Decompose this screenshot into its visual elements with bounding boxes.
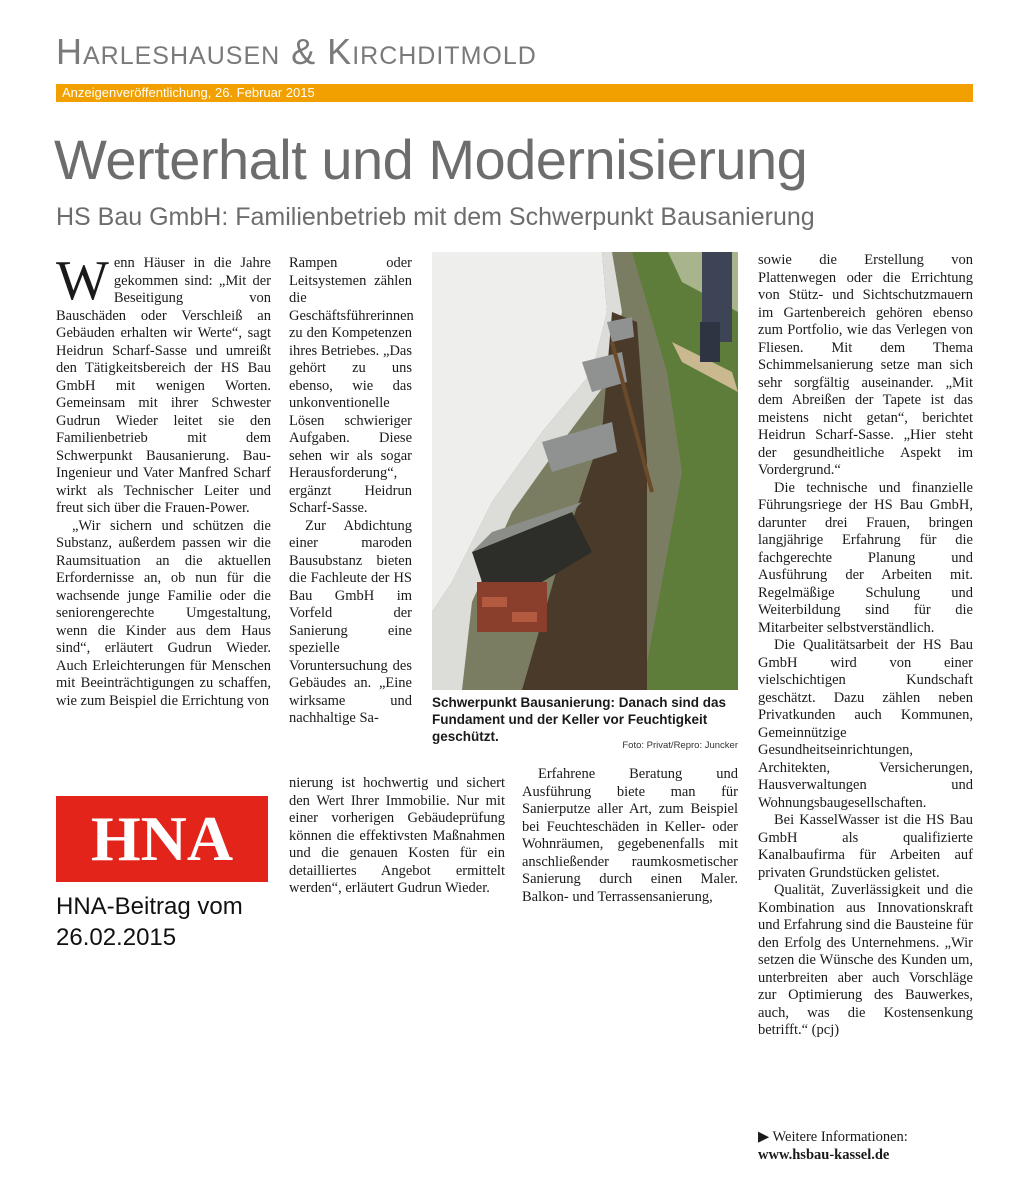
- article-paragraph: Erfahrene Beratung und Ausführung biete man für Sanierputze aller Art, zum Beispiel bei Feuchteschäden in Keller- oder Wohnräumen, gegebenenfalls mit anschließender raumkosmetischer Sanierung durch einen Maler. Balkon- und Terrassensanierung,: [522, 766, 738, 905]
- article-paragraph: nierung ist hochwertig und sichert den Wert Ihrer Immobilie. Nur mit einer vorherigen Gebäudeprüfung können die effektivsten Maßnahmen und die genauen Kosten für ein detailliertes Angebot ermittelt werden“, erläutert Gudrun Wieder.: [289, 775, 505, 896]
- article-column-1: [56, 250, 271, 710]
- date-bar-text: Anzeigenveröffentlichung, 26. Februar 2015: [62, 85, 315, 100]
- hna-note: HNA-Beitrag vom 26.02.2015: [56, 893, 243, 951]
- article-column-2-continued: [289, 775, 505, 898]
- photo-caption: Schwerpunkt Bausanierung: Danach sind das Fundament und der Keller vor Feuchtigkeit geschützt.: [432, 695, 727, 744]
- masthead: Harleshausen & Kirchditmold: [56, 31, 537, 72]
- more-info: [758, 1128, 973, 1164]
- article-paragraph: „Wir sichern und schützen die Substanz, außerdem passen wir die Raumsituation an die aktuellen Erfordernisse an, ob nun für die wachsende junge Familie oder die seniorengerechte Umgestaltung, wenn die Kinder aus dem Haus sind“, erläutert Gudrun Wieder. Auch Erleichterungen für Menschen mit Beeinträchtigungen zu schaffen, wie zum Beispiel die Errichtung von: [56, 517, 271, 709]
- article-paragraph: enn Häuser in die Jahre gekommen sind: „Mit der Beseitigung von Bauschäden oder Verschleiß an Gebäuden erhalten wir Werte“, sagt Heidrun Scharf-Sasse und umreißt den Tätigkeitsbereich der HS Bau GmbH mit wenigen Worten. Gemeinsam mit ihrer Schwester Gudrun Wieder leitet sie den Familienbetrieb mit dem Schwerpunkt Bausanierung. Bau-Ingenieur und Vater Manfred Scharf wirkt als Technischer Leiter und freut sich über die Frauen-Power.: [56, 255, 271, 516]
- hna-logo-text: HNA: [90, 803, 234, 874]
- photo-illustration: [432, 252, 738, 690]
- photo-basement-renovation: [432, 252, 738, 690]
- article-column-3: [522, 766, 738, 906]
- article-paragraph: Die technische und finanzielle Führungsriege der HS Bau GmbH, darunter drei Frauen, bringen langjährige Erfahrung für die fachgerechte Planung und Ausführung der Arbeiten mit. Regelmäßige Schulung und Weiterbildung sind für die Mitarbeiter selbstverständlich.: [758, 479, 973, 636]
- article-paragraph: Qualität, Zuverlässigkeit und die Kombination aus Innovationskraft und Erfahrung sind die Bausteine für den Erfolg des Unternehmens. „Wir setzen die Wünsche des Kunden um, unterbreiten aber auch Vorschläge zur Optimierung des Bauwerkes, auch, was die Kostensenkung betrifft.“ (pcj): [758, 882, 973, 1038]
- website-link[interactable]: www.hsbau-kassel.de: [758, 1147, 890, 1163]
- date-bar: [56, 84, 973, 102]
- headline: Werterhalt und Modernisierung: [54, 128, 808, 191]
- more-info-label: ▶ Weitere Informationen:: [758, 1129, 908, 1145]
- article-paragraph: Zur Abdichtung einer maroden Bausubstanz bieten die Fachleute der HS Bau GmbH im Vorfeld der Sanierung eine spezielle Voruntersuchung des Gebäudes an. „Eine wirksame und nachhaltige Sa-: [289, 517, 412, 726]
- article-paragraph: sowie die Erstellung von Plattenwegen oder die Errichtung von Stütz- und Sichtschutzmauern im Gartenbereich gehören ebenso zum Portfolio, wie das Verlegen von Fliesen. Mit dem Thema Schimmelsanierung setze man sich sehr sorgfältig auseinander. „Mit dem Abreißen der Tapete ist das meistens nicht getan“, berichtet Heidrun Scharf-Sasse. „Hier steht der gesundheitliche Aspekt im Vordergrund.“: [758, 252, 973, 478]
- drop-cap: W: [56, 250, 109, 312]
- article-paragraph: Die Qualitätsarbeit der HS Bau GmbH wird von einer vielschichtigen Kundschaft geschätzt. Dazu zählen neben Privatkunden auch Kommunen, Gemeinnützige Gesundheitseinrichtungen, Architekten, Versicherungen, Hausverwaltungen und Wohnungsbaugesellschaften.: [758, 637, 973, 811]
- photo-credit: Foto: Privat/Repro: Juncker: [622, 740, 738, 751]
- article-column-4: [758, 252, 973, 1040]
- hna-logo: [56, 796, 268, 882]
- subheadline: HS Bau GmbH: Familienbetrieb mit dem Schwerpunkt Bausanierung: [56, 203, 815, 231]
- article-column-2: [289, 255, 412, 728]
- article-paragraph: Rampen oder Leitsystemen zählen die Geschäftsführerinnen zu den Kompetenzen ihres Betriebes. „Das gehört zu uns ebenso, wie das unkonventionelle Lösen schwieriger Aufgaben. Diese sehen wir als sogar Herausforderung“, ergänzt Heidrun Scharf-Sasse.: [289, 255, 414, 516]
- article-paragraph: Bei KasselWasser ist die HS Bau GmbH als qualifizierte Kanalbaufirma für Arbeiten auf privaten Grundstücken gelistet.: [758, 812, 973, 881]
